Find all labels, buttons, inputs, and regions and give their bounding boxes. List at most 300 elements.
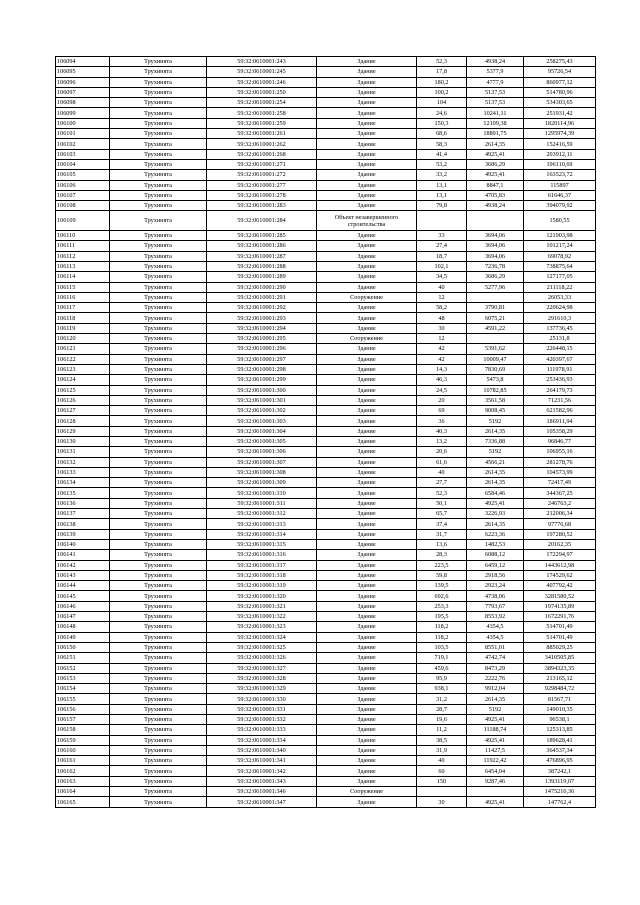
row-number-cell: 106146 [56,601,110,611]
cadastral-value-cell: 407792,42 [524,581,596,591]
table-row [56,334,596,344]
table-row [56,426,596,436]
locality-cell: Трухинята [110,519,207,529]
cadastral-number-cell: 59:32:0610001:259 [207,118,317,128]
row-number-cell: 106119 [56,323,110,333]
row-number-cell: 106150 [56,642,110,652]
cadastral-number-cell: 59:32:0610001:298 [207,364,317,374]
locality-cell: Трухинята [110,457,207,467]
table-row [56,149,596,159]
unit-cost-cell: 3790,81 [467,303,524,313]
table-row [56,251,596,261]
locality-cell: Трухинята [110,139,207,149]
object-type-cell: Здание [317,129,417,139]
locality-cell: Трухинята [110,211,207,231]
row-number-cell: 106151 [56,653,110,663]
locality-cell: Трухинята [110,684,207,694]
table-row [56,539,596,549]
area-cell: 52,3 [417,488,467,498]
cadastral-number-cell: 59:32:0610001:326 [207,653,317,663]
row-number-cell: 106165 [56,797,110,807]
table-row [56,364,596,374]
locality-cell: Трухинята [110,539,207,549]
cadastral-value-cell: 476896,95 [524,756,596,766]
cadastral-number-cell: 59:32:0610001:312 [207,509,317,519]
object-type-cell: Здание [317,519,417,529]
cadastral-number-cell: 59:32:0610001:308 [207,467,317,477]
area-cell: 30 [417,797,467,807]
row-number-cell: 106107 [56,190,110,200]
row-number-cell: 106128 [56,416,110,426]
cadastral-number-cell: 59:32:0610001:333 [207,725,317,735]
unit-cost-cell: 4777,9 [467,77,524,87]
cadastral-value-cell: 226448,15 [524,344,596,354]
locality-cell: Трухинята [110,87,207,97]
table-row [56,591,596,601]
area-cell: 150 [417,776,467,786]
object-type-cell: Здание [317,261,417,271]
table-row [56,570,596,580]
object-type-cell: Здание [317,570,417,580]
cadastral-number-cell: 59:32:0610001:343 [207,776,317,786]
area-cell: 31,7 [417,529,467,539]
unit-cost-cell: 5137,53 [467,98,524,108]
table-row [56,354,596,364]
cadastral-value-cell: 3410505,85 [524,653,596,663]
unit-cost-cell [467,211,524,231]
cadastral-value-cell: 213165,12 [524,673,596,683]
unit-cost-cell: 6088,12 [467,550,524,560]
locality-cell: Трухинята [110,612,207,622]
locality-cell: Трухинята [110,67,207,77]
unit-cost-cell: 2222,76 [467,673,524,683]
area-cell: 40 [417,282,467,292]
unit-cost-cell: 2614,35 [467,139,524,149]
locality-cell: Трухинята [110,745,207,755]
cadastral-number-cell: 59:32:0610001:287 [207,251,317,261]
cadastral-value-cell: 514780,96 [524,87,596,97]
cadastral-value-cell: 172294,97 [524,550,596,560]
area-cell: 95,9 [417,673,467,683]
table-row [56,509,596,519]
locality-cell: Трухинята [110,241,207,251]
area-cell: 53,2 [417,159,467,169]
locality-cell: Трухинята [110,735,207,745]
row-number-cell: 106143 [56,570,110,580]
area-cell: 30 [417,323,467,333]
object-type-cell: Здание [317,653,417,663]
row-number-cell: 106162 [56,766,110,776]
locality-cell: Трухинята [110,663,207,673]
row-number-cell: 106099 [56,108,110,118]
cadastral-number-cell: 59:32:0610001:310 [207,488,317,498]
row-number-cell: 106112 [56,251,110,261]
row-number-cell: 106111 [56,241,110,251]
table-row [56,170,596,180]
table-row [56,385,596,395]
area-cell: 65,7 [417,509,467,519]
table-row [56,292,596,302]
locality-cell: Трухинята [110,108,207,118]
table-row [56,77,596,87]
object-type-cell: Здание [317,406,417,416]
object-type-cell: Здание [317,745,417,755]
table-row [56,313,596,323]
row-number-cell: 106161 [56,756,110,766]
area-cell: 31,2 [417,694,467,704]
row-number-cell: 106132 [56,457,110,467]
unit-cost-cell: 4738,06 [467,591,524,601]
row-number-cell: 106148 [56,622,110,632]
cadastral-value-cell: 212006,34 [524,509,596,519]
cadastral-number-cell: 59:32:0610001:311 [207,498,317,508]
object-type-cell: Сооружение [317,292,417,302]
object-type-cell: Здание [317,612,417,622]
unit-cost-cell: 12109,38 [467,118,524,128]
object-type-cell: Здание [317,251,417,261]
locality-cell: Трухинята [110,632,207,642]
cadastral-value-cell: 186911,94 [524,416,596,426]
row-number-cell: 106159 [56,735,110,745]
cadastral-value-cell: 149010,35 [524,704,596,714]
table-row [56,725,596,735]
row-number-cell: 106145 [56,591,110,601]
cadastral-value-cell: 253436,93 [524,375,596,385]
cadastral-value-cell: 69078,92 [524,251,596,261]
area-cell: 41,4 [417,149,467,159]
area-cell: 223,5 [417,560,467,570]
unit-cost-cell: 4354,5 [467,622,524,632]
cadastral-value-cell: 111978,91 [524,364,596,374]
unit-cost-cell: 3694,06 [467,231,524,241]
table-row [56,797,596,807]
unit-cost-cell: 5391,62 [467,344,524,354]
object-type-cell: Здание [317,642,417,652]
object-type-cell: Здание [317,375,417,385]
cadastral-number-cell: 59:32:0610001:330 [207,694,317,704]
cadastral-number-cell: 59:32:0610001:296 [207,344,317,354]
locality-cell: Трухинята [110,201,207,211]
area-cell: 58,3 [417,139,467,149]
row-number-cell: 106153 [56,673,110,683]
row-number-cell: 106120 [56,334,110,344]
row-number-cell: 106109 [56,211,110,231]
locality-cell: Трухинята [110,488,207,498]
cadastral-value-cell: 147762,4 [524,797,596,807]
area-cell: 42 [417,354,467,364]
area-cell: 692,6 [417,591,467,601]
table-row [56,673,596,683]
table-body [56,57,596,808]
unit-cost-cell: 2614,35 [467,467,524,477]
locality-cell: Трухинята [110,323,207,333]
locality-cell: Трухинята [110,385,207,395]
cadastral-number-cell: 59:32:0610001:261 [207,129,317,139]
area-cell: 118,2 [417,622,467,632]
locality-cell: Трухинята [110,478,207,488]
table-row [56,787,596,797]
row-number-cell: 106101 [56,129,110,139]
cadastral-value-cell: 246763,2 [524,498,596,508]
area-cell: 33 [417,231,467,241]
row-number-cell: 106126 [56,395,110,405]
table-row [56,550,596,560]
cadastral-value-cell: 95726,54 [524,67,596,77]
cadastral-value-cell: 96538,1 [524,715,596,725]
unit-cost-cell: 6584,46 [467,488,524,498]
area-cell: 27,7 [417,478,467,488]
table-row [56,272,596,282]
table-row [56,87,596,97]
object-type-cell: Здание [317,190,417,200]
table-row [56,694,596,704]
cadastral-value-cell: 211118,22 [524,282,596,292]
locality-cell: Трухинята [110,601,207,611]
unit-cost-cell: 4938,24 [467,201,524,211]
cadastral-value-cell: 137736,45 [524,323,596,333]
row-number-cell: 106123 [56,364,110,374]
cadastral-value-cell: 81567,71 [524,694,596,704]
unit-cost-cell: 4925,41 [467,170,524,180]
unit-cost-cell: 5473,8 [467,375,524,385]
row-number-cell: 106140 [56,539,110,549]
table-row [56,180,596,190]
area-cell: 33,2 [417,170,467,180]
object-type-cell: Здание [317,98,417,108]
area-cell: 17,8 [417,67,467,77]
object-type-cell: Здание [317,591,417,601]
unit-cost-cell: 9287,46 [467,776,524,786]
object-type-cell: Здание [317,354,417,364]
area-cell [417,787,467,797]
object-type-cell: Сооружение [317,787,417,797]
locality-cell: Трухинята [110,416,207,426]
unit-cost-cell: 8553,92 [467,612,524,622]
row-number-cell: 106160 [56,745,110,755]
area-cell: 24,5 [417,385,467,395]
cadastral-number-cell: 59:32:0610001:334 [207,735,317,745]
cadastral-value-cell: 61646,37 [524,190,596,200]
area-cell: 180,2 [417,77,467,87]
locality-cell: Трухинята [110,673,207,683]
unit-cost-cell: 4925,41 [467,715,524,725]
locality-cell: Трухинята [110,231,207,241]
cadastral-value-cell: 152416,59 [524,139,596,149]
locality-cell: Трухинята [110,190,207,200]
row-number-cell: 106116 [56,292,110,302]
unit-cost-cell: 4566,21 [467,457,524,467]
object-type-cell: Здание [317,149,417,159]
cadastral-number-cell: 59:32:0610001:283 [207,201,317,211]
locality-cell: Трухинята [110,364,207,374]
locality-cell: Трухинята [110,406,207,416]
locality-cell: Трухинята [110,591,207,601]
object-type-cell: Здание [317,694,417,704]
cadastral-number-cell: 59:32:0610001:250 [207,87,317,97]
cadastral-number-cell: 59:32:0610001:258 [207,108,317,118]
cadastral-value-cell: 72417,49 [524,478,596,488]
cadastral-value-cell: 1475210,36 [524,787,596,797]
row-number-cell: 106139 [56,529,110,539]
cadastral-value-cell: 860977,12 [524,77,596,87]
table-row [56,139,596,149]
unit-cost-cell: 9912,04 [467,684,524,694]
row-number-cell: 106117 [56,303,110,313]
cadastral-value-cell: 1974135,89 [524,601,596,611]
table-row [56,632,596,642]
cadastral-value-cell: 394079,92 [524,201,596,211]
area-cell: 59,8 [417,570,467,580]
area-cell: 37,4 [417,519,467,529]
unit-cost-cell: 5192 [467,447,524,457]
row-number-cell: 106106 [56,180,110,190]
unit-cost-cell: 3686,29 [467,159,524,169]
object-type-cell: Здание [317,323,417,333]
locality-cell: Трухинята [110,334,207,344]
object-type-cell: Здание [317,488,417,498]
unit-cost-cell: 2614,35 [467,519,524,529]
cadastral-number-cell: 59:32:0610001:305 [207,436,317,446]
area-cell: 13,6 [417,539,467,549]
cadastral-number-cell: 59:32:0610001:243 [207,57,317,67]
locality-cell: Трухинята [110,509,207,519]
cadastral-number-cell: 59:32:0610001:331 [207,704,317,714]
cadastral-value-cell: 25131,8 [524,334,596,344]
row-number-cell: 106130 [56,436,110,446]
object-type-cell: Здание [317,632,417,642]
cadastral-number-cell: 59:32:0610001:289 [207,272,317,282]
unit-cost-cell: 2614,35 [467,426,524,436]
row-number-cell: 106141 [56,550,110,560]
object-type-cell: Здание [317,395,417,405]
object-type-cell: Здание [317,529,417,539]
area-cell: 36 [417,416,467,426]
cadastral-number-cell: 59:32:0610001:246 [207,77,317,87]
row-number-cell: 106114 [56,272,110,282]
area-cell: 40,3 [417,426,467,436]
area-cell: 102,1 [417,261,467,271]
unit-cost-cell: 3226,93 [467,509,524,519]
cadastral-number-cell: 59:32:0610001:277 [207,180,317,190]
unit-cost-cell: 2918,56 [467,570,524,580]
cadastral-number-cell: 59:32:0610001:262 [207,139,317,149]
area-cell: 28,3 [417,550,467,560]
row-number-cell: 106155 [56,694,110,704]
table-row [56,756,596,766]
cadastral-value-cell: 96846,77 [524,436,596,446]
area-cell: 13,1 [417,190,467,200]
table-row [56,395,596,405]
locality-cell: Трухинята [110,149,207,159]
area-cell: 20 [417,395,467,405]
cadastral-number-cell: 59:32:0610001:340 [207,745,317,755]
object-type-cell: Здание [317,684,417,694]
area-cell: 19,6 [417,715,467,725]
locality-cell: Трухинята [110,694,207,704]
area-cell: 195,5 [417,612,467,622]
cadastral-value-cell: 251931,42 [524,108,596,118]
cadastral-value-cell: 125313,85 [524,725,596,735]
locality-cell: Трухинята [110,170,207,180]
object-type-cell: Здание [317,673,417,683]
table-row [56,478,596,488]
object-type-cell: Здание [317,560,417,570]
unit-cost-cell: 5277,96 [467,282,524,292]
locality-cell: Трухинята [110,776,207,786]
unit-cost-cell: 5137,53 [467,87,524,97]
locality-cell: Трухинята [110,704,207,714]
cadastral-number-cell: 59:32:0610001:321 [207,601,317,611]
cadastral-number-cell: 59:32:0610001:294 [207,323,317,333]
locality-cell: Трухинята [110,787,207,797]
cadastral-value-cell: 514701,49 [524,632,596,642]
cadastral-value-cell: 106955,16 [524,447,596,457]
table-row [56,735,596,745]
row-number-cell: 106156 [56,704,110,714]
table-row [56,467,596,477]
cadastral-value-cell: 3894323,35 [524,663,596,673]
locality-cell: Трухинята [110,261,207,271]
unit-cost-cell: 11922,42 [467,756,524,766]
row-number-cell: 106125 [56,385,110,395]
cadastral-value-cell: 420397,67 [524,354,596,364]
object-type-cell: Здание [317,539,417,549]
unit-cost-cell: 2614,35 [467,694,524,704]
area-cell: 68,6 [417,129,467,139]
cadastral-number-cell: 59:32:0610001:342 [207,766,317,776]
row-number-cell: 106138 [56,519,110,529]
unit-cost-cell: 8847,1 [467,180,524,190]
cadastral-value-cell: 189628,41 [524,735,596,745]
object-type-cell: Здание [317,478,417,488]
object-type-cell: Здание [317,303,417,313]
row-number-cell: 106100 [56,118,110,128]
table-row [56,529,596,539]
object-type-cell: Здание [317,272,417,282]
unit-cost-cell: 7793,67 [467,601,524,611]
cadastral-value-cell: 1580,55 [524,211,596,231]
cadastral-number-cell: 59:32:0610001:346 [207,787,317,797]
cadastral-number-cell: 59:32:0610001:314 [207,529,317,539]
object-type-cell: Здание [317,426,417,436]
locality-cell: Трухинята [110,57,207,67]
table-row [56,581,596,591]
cadastral-number-cell: 59:32:0610001:325 [207,642,317,652]
locality-cell: Трухинята [110,653,207,663]
cadastral-value-cell: 104573,99 [524,467,596,477]
table-row [56,67,596,77]
locality-cell: Трухинята [110,550,207,560]
table-row [56,108,596,118]
table-row [56,488,596,498]
cadastral-value-cell: 1393119,07 [524,776,596,786]
area-cell: 40 [417,756,467,766]
locality-cell: Трухинята [110,725,207,735]
object-type-cell: Здание [317,715,417,725]
row-number-cell: 106122 [56,354,110,364]
unit-cost-cell: 1482,53 [467,539,524,549]
table-row [56,261,596,271]
cadastral-value-cell: 220624,98 [524,303,596,313]
cadastral-number-cell: 59:32:0610001:324 [207,632,317,642]
object-type-cell: Здание [317,282,417,292]
unit-cost-cell: 18891,75 [467,129,524,139]
unit-cost-cell: 4925,41 [467,149,524,159]
object-type-cell: Здание [317,170,417,180]
object-type-cell: Здание [317,57,417,67]
cadastral-number-cell: 59:32:0610001:332 [207,715,317,725]
object-type-cell: Здание [317,622,417,632]
